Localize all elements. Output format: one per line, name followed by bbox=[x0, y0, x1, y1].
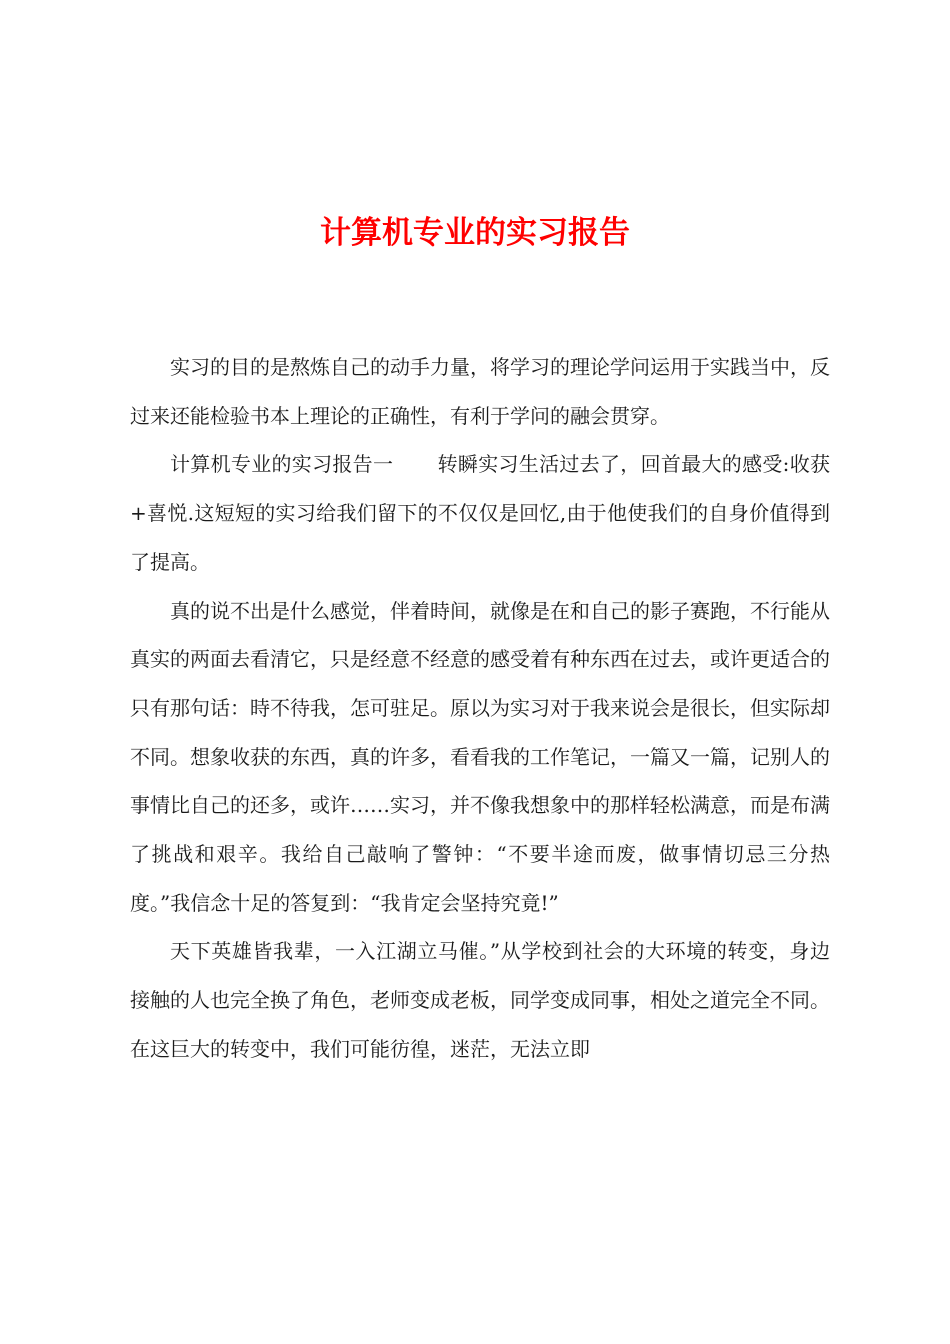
paragraph-intro: 实习的目的是熬炼自己的动手力量，将学习的理论学问运用于实践当中，反过来还能检验书本上理论的正确性，有利于学问的融会贯穿。 bbox=[130, 355, 830, 428]
paragraph-report-one bbox=[130, 440, 830, 586]
document-body bbox=[130, 343, 830, 1074]
paragraph-feeling: 真的说不出是什么感觉，伴着時间，就像是在和自己的影子赛跑，不行能从真实的两面去看清它，只是经意不经意的感受着有种东西在过去，或许更适合的只有那句话：時不待我，怎可驻足。原以为实习对于我来说会是很长，但实际却不同。想象收获的东西，真的许多，看看我的工作笔记，一篇又一篇，记别人的事情比自己的还多，或许……实习，并不像我想象中的那样轻松满意，而是布满了挑战和艰辛。我给自己敲响了警钟：“不要半途而废，做事情切忌三分热度。”我信念十足的答复到：“我肯定会坚持究竟!” bbox=[130, 598, 830, 915]
paragraph-transition: 天下英雄皆我辈，一入江湖立马催。”从学校到社会的大环境的转变，身边接触的人也完全换了角色，老师变成老板，同学变成同事，相处之道完全不同。在这巨大的转变中，我们可能彷徨，迷茫，无法立即 bbox=[130, 939, 830, 1061]
paragraph-report-one-text: 转瞬实习生活过去了，回首最大的感受:收获+喜悦.这短短的实习给我们留下的不仅仅是回忆,由于他使我们的自身价值得到了提高。 bbox=[130, 452, 831, 574]
document-title: 计算机专业的实习报告 bbox=[320, 215, 630, 251]
section-heading-inline: 计算机专业的实习报告一 bbox=[170, 452, 394, 477]
